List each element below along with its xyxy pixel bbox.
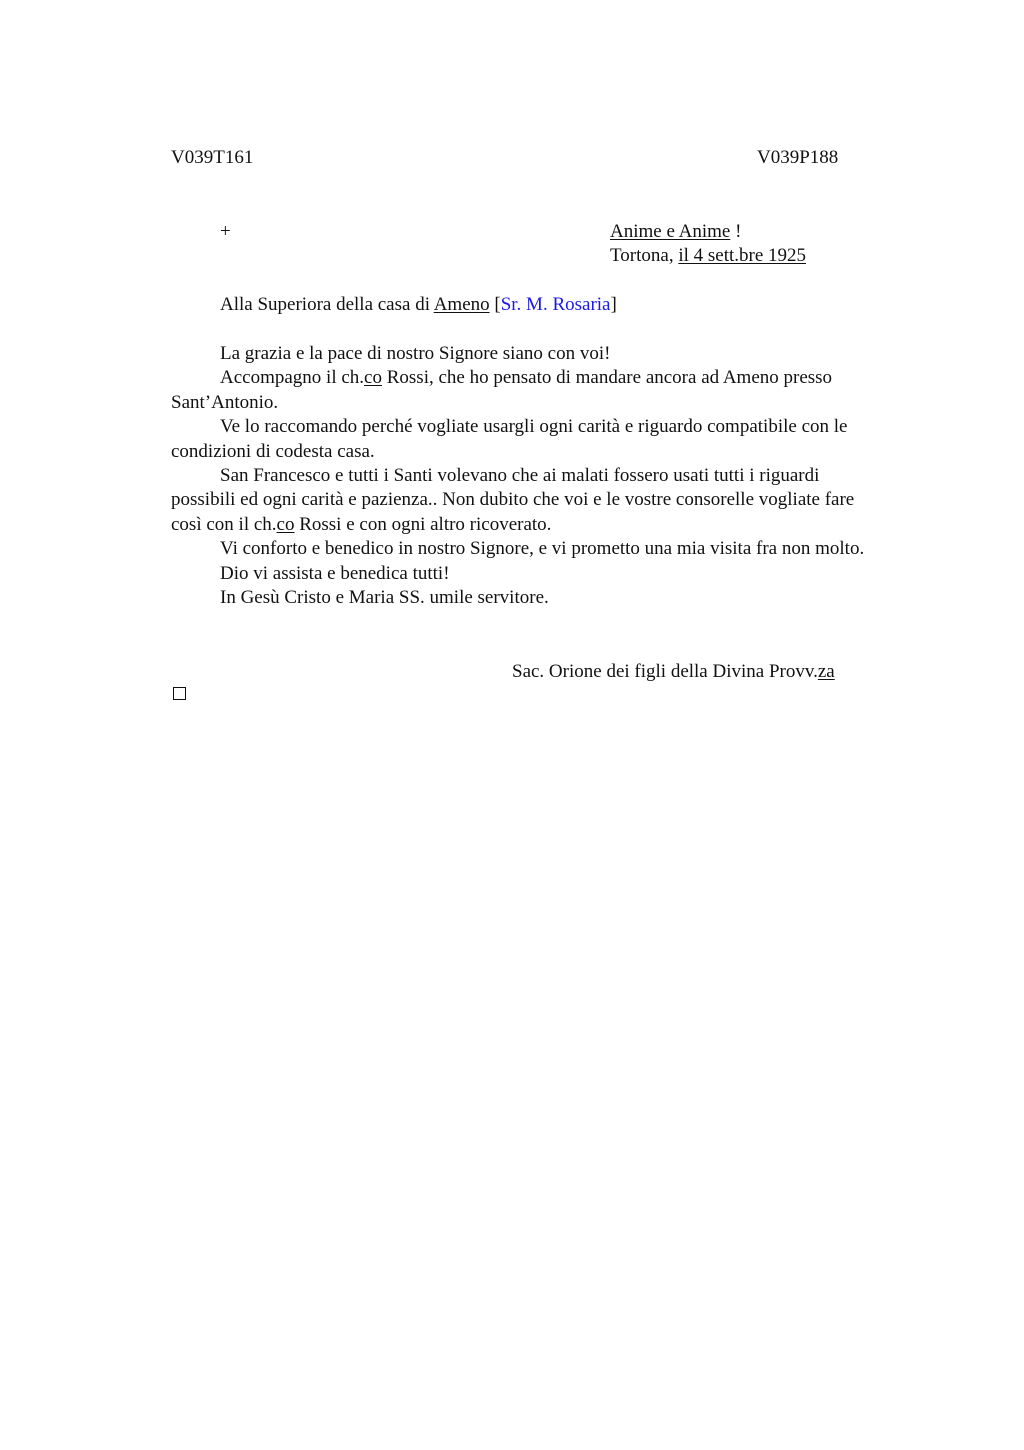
signature-line — [512, 660, 835, 684]
p4-text-b: Rossi e con ogni altro ricoverato. — [294, 513, 552, 535]
recipient-bracket-close: ] — [610, 294, 617, 315]
p2-text-a: Accompagno il ch. — [220, 367, 365, 389]
motto-text: Anime e Anime — [610, 221, 731, 242]
recipient-bracket-open: [ — [489, 294, 501, 315]
body-paragraph-recommend: Ve lo raccomando perché vogliate usargli ogni carità e riguardo compatibile con le condizioni di codesta casa. — [171, 416, 848, 462]
body-paragraph-comfort: Vi conforto e benedico in nostro Signore, e vi prometto una mia visita fra non molto. — [220, 538, 865, 560]
recipient-line — [220, 293, 617, 317]
cross-mark: + — [220, 221, 231, 242]
letter-place: Tortona, — [610, 245, 679, 266]
motto-suffix: ! — [730, 221, 742, 242]
document-code-left: V039T161 — [171, 147, 254, 168]
recipient-prefix: Alla Superiora della casa di — [220, 294, 434, 315]
checkbox-square-icon — [173, 687, 186, 700]
p2-abbr: co — [364, 367, 382, 389]
body-paragraph-blessing: Dio vi assista e benedica tutti! — [220, 562, 450, 584]
letter-motto — [610, 220, 741, 244]
body-paragraph-saints — [171, 464, 875, 537]
signature-text: Sac. Orione dei figli della Divina Provv. — [512, 661, 818, 682]
body-paragraph-closing: In Gesù Cristo e Maria SS. umile servitore. — [220, 587, 549, 609]
letter-date: il 4 sett.bre 1925 — [678, 245, 807, 266]
body-paragraph-greeting: La grazia e la pace di nostro Signore siano con voi! — [220, 343, 611, 364]
p4-abbr: co — [276, 513, 295, 535]
signature-abbr: za — [817, 661, 835, 682]
p4-text-a: San Francesco e tutti i Santi volevano che ai malati fossero usati tutti i riguardi possibili ed ogni carità e pazienza.. Non dubito che voi e le vostre consorelle vogliate fare così con il ch. — [171, 465, 855, 535]
letter-place-date — [610, 244, 806, 268]
document-code-right: V039P188 — [757, 147, 839, 168]
p2-text-b: Rossi, che ho pensato di mandare ancora ad Ameno presso Sant’Antonio. — [171, 367, 833, 413]
recipient-name: Sr. M. Rosaria — [500, 294, 611, 315]
body-paragraph-accompany — [171, 366, 875, 415]
recipient-place: Ameno — [433, 294, 490, 315]
letter-body — [171, 342, 875, 610]
